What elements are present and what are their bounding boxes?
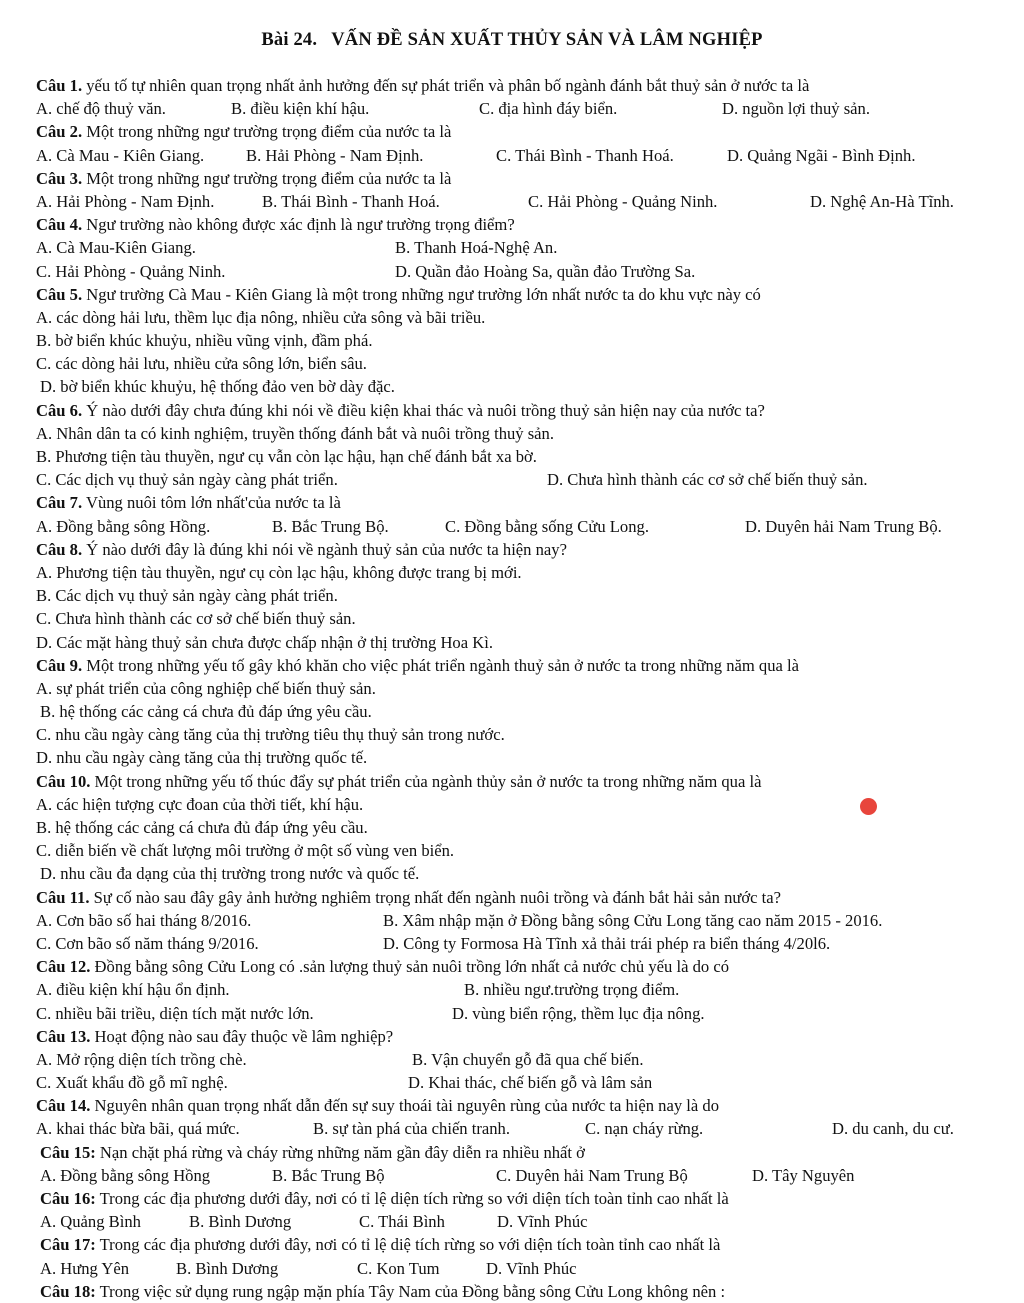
question-text <box>36 283 761 306</box>
answer-text: A. khai thác bừa bãi, quá mức. <box>36 1119 240 1139</box>
answer-line <box>0 1257 1024 1280</box>
answer-line <box>0 445 1024 468</box>
answer-option <box>36 1117 240 1140</box>
question-line <box>0 399 1024 422</box>
answer-text: C. Duyên hải Nam Trung Bộ <box>496 1165 688 1185</box>
answer-text: A. Hải Phòng - Nam Định. <box>36 191 215 211</box>
answer-text: B. Vận chuyển gỗ đã qua chế biến. <box>412 1049 644 1069</box>
answer-option <box>36 723 505 746</box>
question-line <box>0 886 1024 909</box>
answer-option <box>832 1117 954 1140</box>
answer-text: A. Cơn bão số hai tháng 8/2016. <box>36 910 252 930</box>
question-body: Trong các địa phương dưới đây, nơi có tỉ lệ diện tích rừng so với diện tích toàn tỉnh cao nhất là <box>95 1189 729 1208</box>
answer-option <box>40 700 372 723</box>
answer-text: D. Các mặt hàng thuỷ sản chưa được chấp nhận ở thị trường Hoa Kì. <box>36 632 493 652</box>
answer-line <box>0 329 1024 352</box>
answer-option <box>40 1164 210 1187</box>
answer-text: D. Khai thác, chế biến gỗ và lâm sản <box>408 1073 653 1093</box>
answer-text: A. Quảng Bình <box>40 1212 141 1232</box>
question-body: Ngư trường Cà Mau - Kiên Giang là một trong những ngư trường lớn nhất nước ta do khu vực này có <box>82 284 761 304</box>
answer-text: A. sự phát triển của công nghiệp chế biến thuỷ sản. <box>36 678 376 698</box>
answer-line <box>0 468 1024 491</box>
red-dot-marker <box>860 798 877 815</box>
answer-line <box>0 375 1024 398</box>
answer-text: B. bờ biển khúc khuỷu, nhiều vũng vịnh, đầm phá. <box>36 331 373 351</box>
answer-text: D. Duyên hải Nam Trung Bộ. <box>745 516 942 536</box>
answer-option <box>547 468 868 491</box>
answer-text: C. Đồng bằng sống Cửu Long. <box>445 516 649 536</box>
question-text <box>36 1094 719 1117</box>
question-text <box>36 770 761 793</box>
answer-line <box>0 1210 1024 1233</box>
answer-line <box>0 631 1024 654</box>
answer-text: C. Hải Phòng - Quảng Ninh. <box>36 261 226 281</box>
question-text <box>36 955 729 978</box>
answer-option <box>36 607 356 630</box>
answer-option <box>36 236 196 259</box>
answer-text: D. Quần đảo Hoàng Sa, quần đảo Trường Sa. <box>395 261 696 281</box>
answer-option <box>36 97 166 120</box>
answer-line <box>0 306 1024 329</box>
answer-line <box>0 1002 1024 1025</box>
answer-option <box>313 1117 510 1140</box>
answer-text: C. Kon Tum <box>357 1258 440 1278</box>
question-text <box>36 654 799 677</box>
answer-text: A. điều kiện khí hậu ổn định. <box>36 980 230 1000</box>
answer-text: B. Bắc Trung Bộ. <box>272 516 389 536</box>
answer-line <box>0 561 1024 584</box>
answer-option <box>486 1257 577 1280</box>
answer-line <box>0 584 1024 607</box>
question-body: Một trong những ngư trường trọng điểm của nước ta là <box>82 122 452 142</box>
answer-text: A. Mở rộng diện tích trồng chè. <box>36 1049 247 1069</box>
question-body: Ý nào dưới đây chưa đúng khi nói về điều kiện khai thác và nuôi trồng thuỷ sản hiện nay của nước ta? <box>82 400 765 420</box>
question-number: Câu 7. <box>36 493 83 513</box>
answer-option <box>262 190 440 213</box>
answer-line <box>0 862 1024 885</box>
answer-text: D. Nghệ An-Hà Tĩnh. <box>810 191 954 211</box>
answer-option <box>585 1117 703 1140</box>
answer-line <box>0 816 1024 839</box>
answer-option <box>408 1071 652 1094</box>
answer-option <box>36 932 259 955</box>
answer-line <box>0 723 1024 746</box>
answer-line <box>0 978 1024 1001</box>
answer-line <box>0 422 1024 445</box>
question-body: Nguyên nhân quan trọng nhất dẫn đến sự suy thoái tài nguyên rùng của nước ta hiện nay là do <box>90 1096 719 1116</box>
answer-text: C. địa hình đáy biển. <box>479 99 618 119</box>
question-line <box>0 213 1024 236</box>
answer-text: A. các hiện tượng cực đoan của thời tiết, khí hậu. <box>36 794 364 814</box>
answer-option <box>36 422 554 445</box>
answer-text: B. Thái Bình - Thanh Hoá. <box>262 191 440 211</box>
question-number: Câu 14. <box>36 1096 91 1116</box>
answer-text: B. sự tàn phá của chiến tranh. <box>313 1119 510 1139</box>
answer-option <box>176 1257 278 1280</box>
question-text <box>36 399 765 422</box>
answer-text: A. chế độ thuỷ văn. <box>36 99 166 119</box>
question-number: Câu 3. <box>36 168 83 188</box>
answer-line <box>0 700 1024 723</box>
question-line <box>0 1094 1024 1117</box>
question-body: Nạn chặt phá rừng và cháy rừng những năm gần đây diễn ra nhiều nhất ở <box>95 1142 585 1162</box>
question-body: Ý nào dưới đây là đúng khi nói về ngành thuỷ sản của nước ta hiện nay? <box>82 539 567 559</box>
answer-line <box>0 746 1024 769</box>
answer-line <box>0 1164 1024 1187</box>
answer-option <box>36 839 454 862</box>
question-line <box>0 283 1024 306</box>
answer-line <box>0 236 1024 259</box>
question-line <box>0 167 1024 190</box>
question-body: Hoạt động nào sau đây thuộc về lâm nghiệp? <box>90 1026 394 1046</box>
question-line <box>0 1025 1024 1048</box>
answer-text: A. Nhân dân ta có kinh nghiệm, truyền thống đánh bắt và nuôi trồng thuỷ sản. <box>36 423 554 443</box>
answer-text: B. hệ thống các cảng cá chưa đủ đáp ứng yêu cầu. <box>36 818 368 837</box>
answer-option <box>36 144 204 167</box>
question-number: Câu 11. <box>36 887 90 907</box>
answer-option <box>452 1002 705 1025</box>
answer-text: B. điều kiện khí hậu. <box>231 99 370 119</box>
answer-option <box>36 631 493 654</box>
answer-option <box>357 1257 440 1280</box>
answer-text: A. Cà Mau - Kiên Giang. <box>36 145 205 165</box>
lesson-number: Bài 24. <box>261 30 318 50</box>
question-number: Câu 16: <box>40 1189 96 1208</box>
question-number: Câu 17: <box>40 1235 96 1255</box>
answer-line <box>0 1117 1024 1140</box>
answer-text: D. nhu cầu đa dạng của thị trường trong nước và quốc tế. <box>40 864 420 884</box>
answer-option <box>36 515 210 538</box>
answer-option <box>36 793 363 816</box>
answer-line <box>0 352 1024 375</box>
answer-option <box>189 1210 291 1233</box>
answer-option <box>40 375 395 398</box>
answer-option <box>231 97 369 120</box>
answer-line <box>0 97 1024 120</box>
answer-option <box>40 1257 129 1280</box>
answer-text: C. nạn cháy rừng. <box>585 1119 704 1139</box>
answer-option <box>528 190 717 213</box>
answer-line <box>0 260 1024 283</box>
question-body: Sự cố nào sau đây gây ảnh hưởng nghiêm trọng nhất đến ngành nuôi trồng và đánh bắt hải sản nước ta? <box>89 887 782 907</box>
answer-option <box>752 1164 854 1187</box>
question-number: Câu 6. <box>36 400 83 420</box>
answer-text: B. hệ thống các cảng cá chưa đủ đáp ứng yêu cầu. <box>40 702 372 722</box>
question-number: Câu 1. <box>36 76 83 95</box>
question-body: Một trong những yếu tố gây khó khăn cho việc phát triển ngành thuỷ sản ở nước ta trong những năm qua là <box>82 655 800 675</box>
answer-text: C. Thái Bình <box>359 1212 445 1232</box>
answer-option <box>40 862 419 885</box>
answer-option <box>36 746 367 769</box>
question-line <box>0 1280 1024 1303</box>
answer-option <box>359 1210 445 1233</box>
answer-text: C. các dòng hải lưu, nhiều cửa sông lớn, biển sâu. <box>36 354 367 374</box>
answer-option <box>36 909 251 932</box>
question-text <box>40 1141 585 1164</box>
question-body: Ngư trường nào không được xác định là ngư trường trọng điểm? <box>82 215 515 235</box>
answer-text: B. Phương tiện tàu thuyền, ngư cụ vẫn còn lạc hậu, hạn chế đánh bắt xa bờ. <box>36 447 537 466</box>
answer-text: A. Cà Mau-Kiên Giang. <box>36 238 196 258</box>
answer-text: B. nhiều ngư.trường trọng điểm. <box>464 980 680 1000</box>
question-line <box>0 538 1024 561</box>
answer-line <box>0 932 1024 955</box>
question-body: Một trong những yếu tố thúc đẩy sự phát triển của ngành thủy sản ở nước ta trong những năm qua là <box>90 771 762 791</box>
answer-option <box>36 190 214 213</box>
question-number: Câu 10. <box>36 771 91 791</box>
answer-text: D. nguồn lợi thuỷ sản. <box>722 99 870 119</box>
answer-text: B. Bình Dương <box>189 1212 292 1232</box>
answer-option <box>810 190 954 213</box>
answer-option <box>40 1210 141 1233</box>
answer-text: C. Chưa hình thành các cơ sở chế biến thuỷ sản. <box>36 609 356 629</box>
answer-option <box>395 260 695 283</box>
answer-text: C. Hải Phòng - Quảng Ninh. <box>528 191 718 211</box>
answer-text: B. Các dịch vụ thuỷ sản ngày càng phát triển. <box>36 586 338 606</box>
answer-option <box>36 306 485 329</box>
answer-option <box>36 816 368 839</box>
question-number: Câu 5. <box>36 284 83 304</box>
answer-option <box>272 1164 385 1187</box>
answer-line <box>0 190 1024 213</box>
question-body: Vùng nuôi tôm lớn nhất'của nước ta là <box>82 493 341 513</box>
answer-text: C. nhiều bãi triều, diện tích mặt nước lớn. <box>36 1003 314 1023</box>
answer-text: C. Xuất khẩu đồ gỗ mĩ nghệ. <box>36 1073 228 1093</box>
answer-option <box>36 584 338 607</box>
answer-line <box>0 607 1024 630</box>
answer-text: A. các dòng hải lưu, thềm lục địa nông, nhiều cửa sông và bãi triều. <box>36 307 486 327</box>
question-line <box>0 120 1024 143</box>
question-text <box>36 538 567 561</box>
answer-line <box>0 515 1024 538</box>
answer-text: B. Hải Phòng - Nam Định. <box>246 145 424 165</box>
question-text <box>36 886 781 909</box>
question-line <box>0 955 1024 978</box>
answer-text: C. diễn biến về chất lượng môi trường ở một số vùng ven biển. <box>36 841 455 861</box>
question-number: Câu 8. <box>36 539 83 559</box>
question-number: Câu 4. <box>36 215 83 235</box>
answer-option <box>445 515 649 538</box>
question-text <box>40 1187 729 1210</box>
answer-option <box>745 515 942 538</box>
answer-text: D. bờ biển khúc khuỷu, hệ thống đảo ven bờ dày đặc. <box>40 377 395 397</box>
answer-text: D. Công ty Formosa Hà Tĩnh xả thải trái phép ra biển tháng 4/20l6. <box>383 933 831 953</box>
answer-text: D. Quảng Ngãi - Bình Định. <box>727 145 916 165</box>
question-line <box>0 1141 1024 1164</box>
answer-option <box>36 260 225 283</box>
answer-option <box>412 1048 643 1071</box>
question-list <box>0 74 1024 1303</box>
answer-option <box>36 978 230 1001</box>
answer-option <box>36 1048 247 1071</box>
question-text <box>36 1025 393 1048</box>
question-number: Câu 15: <box>40 1142 96 1162</box>
answer-option <box>272 515 389 538</box>
answer-option <box>246 144 423 167</box>
answer-text: D. Chưa hình thành các cơ sở chế biến thuỷ sản. <box>547 470 868 490</box>
answer-text: A. Đồng bằng sông Hồng. <box>36 516 211 536</box>
question-text <box>40 1233 720 1256</box>
question-line <box>0 491 1024 514</box>
answer-text: B. Xâm nhập mặn ở Đồng bằng sông Cửu Long tăng cao năm 2015 - 2016. <box>383 910 883 930</box>
answer-text: A. Phương tiện tàu thuyền, ngư cụ còn lạc hậu, không được trang bị mới. <box>36 562 522 582</box>
answer-option <box>36 445 537 468</box>
question-text <box>36 213 515 236</box>
page-title <box>0 30 1024 51</box>
question-number: Câu 2. <box>36 122 83 142</box>
question-text <box>40 1280 725 1303</box>
answer-text: D. vùng biển rộng, thềm lục địa nông. <box>452 1003 705 1023</box>
answer-option <box>727 144 916 167</box>
answer-option <box>722 97 870 120</box>
question-line <box>0 654 1024 677</box>
question-body: yếu tố tự nhiên quan trọng nhất ảnh hưởng đến sự phát triển và phân bố ngành đánh bắt thuỷ sản ở nước ta là <box>82 76 810 95</box>
answer-option <box>36 561 522 584</box>
answer-line <box>0 1071 1024 1094</box>
answer-option <box>36 1002 314 1025</box>
answer-text: D. Vĩnh Phúc <box>486 1258 577 1278</box>
question-number: Câu 13. <box>36 1026 91 1046</box>
answer-option <box>36 1071 228 1094</box>
answer-text: D. Tây Nguyên <box>752 1165 855 1185</box>
answer-text: C. Thái Bình - Thanh Hoá. <box>496 145 674 165</box>
answer-option <box>497 1210 588 1233</box>
question-body: Trong các địa phương dưới đây, nơi có tỉ lệ diệ tích rừng so với diện tích toàn tỉnh cao nhất là <box>95 1235 721 1255</box>
answer-text: B. Thanh Hoá-Nghệ An. <box>395 238 558 258</box>
answer-option <box>464 978 679 1001</box>
answer-line <box>0 1048 1024 1071</box>
answer-line <box>0 677 1024 700</box>
question-text <box>36 491 341 514</box>
answer-option <box>36 352 367 375</box>
answer-text: D. nhu cầu ngày càng tăng của thị trường quốc tế. <box>36 748 368 768</box>
answer-text: C. Cơn bão số năm tháng 9/2016. <box>36 933 259 953</box>
question-body: Trong việc sử dụng rung ngập mặn phía Tây Nam của Đồng bằng sông Cửu Long không nên : <box>95 1281 726 1301</box>
question-body: Một trong những ngư trường trọng điểm của nước ta là <box>82 168 452 188</box>
question-line <box>0 1233 1024 1256</box>
answer-text: A. Đồng bằng sông Hồng <box>40 1165 211 1185</box>
lesson-title: VẤN ĐỀ SẢN XUẤT THỦY SẢN VÀ LÂM NGHIỆP <box>331 30 763 50</box>
answer-option <box>395 236 557 259</box>
question-text <box>36 74 809 97</box>
answer-line <box>0 839 1024 862</box>
question-number: Câu 12. <box>36 957 91 977</box>
question-text <box>36 167 451 190</box>
question-number: Câu 18: <box>40 1281 96 1301</box>
answer-option <box>479 97 617 120</box>
answer-text: B. Bình Dương <box>176 1258 279 1278</box>
question-line <box>0 74 1024 97</box>
question-line <box>0 1187 1024 1210</box>
answer-text: C. nhu cầu ngày càng tăng của thị trường tiêu thụ thuỷ sản trong nước. <box>36 725 505 745</box>
answer-option <box>496 144 674 167</box>
answer-line <box>0 909 1024 932</box>
answer-text: D. du canh, du cư. <box>832 1119 954 1139</box>
answer-option <box>496 1164 688 1187</box>
answer-option <box>383 909 882 932</box>
question-body: Đồng bằng sông Cửu Long có .sản lượng thuỷ sản nuôi trồng lớn nhất cả nước chủ yếu là do có <box>90 957 729 977</box>
answer-text: C. Các dịch vụ thuỷ sản ngày càng phát triển. <box>36 470 338 490</box>
answer-text: B. Bắc Trung Bộ <box>272 1165 385 1185</box>
question-text <box>36 120 451 143</box>
answer-text: D. Vĩnh Phúc <box>497 1212 588 1232</box>
answer-line <box>0 144 1024 167</box>
question-number: Câu 9. <box>36 655 83 675</box>
question-line <box>0 770 1024 793</box>
answer-option <box>36 329 372 352</box>
answer-option <box>36 468 338 491</box>
answer-option <box>36 677 376 700</box>
answer-option <box>383 932 830 955</box>
answer-text: A. Hưng Yên <box>40 1258 130 1278</box>
